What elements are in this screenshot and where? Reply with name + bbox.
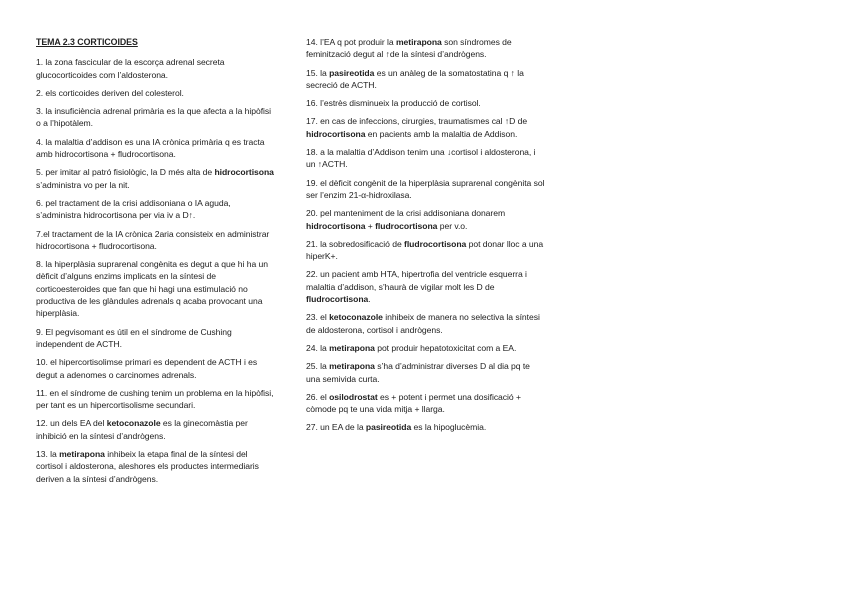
- text-run: 7.el tractament de la IA crònica 2aria consisteix en administrar hidrocortisona + fludrocortisona.: [36, 228, 270, 251]
- list-item: [36, 417, 276, 442]
- list-item: [306, 97, 546, 109]
- list-item: [306, 421, 546, 433]
- text-run: 13. la: [36, 449, 60, 460]
- text-run: 25. la: [306, 361, 330, 372]
- bold-term: hidrocortisona: [306, 220, 366, 231]
- list-item: [36, 258, 276, 319]
- text-run: 1. la zona fascicular de la escorça adrenal secreta glucocorticoides com l’aldosterona.: [36, 57, 225, 80]
- text-run: 14. l’EA q pot produir la: [306, 37, 396, 47]
- text-run: pot donar lloc a una hiperK+.: [306, 238, 544, 262]
- text-run: inhibeix la etapa final de la síntesi del cortisol i aldosterona, aleshores els productes intermediaris deriven a la síntesi d’andrògens.: [36, 449, 259, 484]
- text-run: 17. en cas de infeccions, cirurgies, traumatismes cal ↑D de: [306, 116, 528, 127]
- text-run: +: [365, 220, 376, 231]
- text-run: 6. pel tractament de la crisi addisoniana o IA aguda, s’administra hidrocortisona per via iv a D↑.: [36, 197, 231, 221]
- text-run: 8. la hiperplàsia suprarenal congènita es degut a que hi ha un dèficit d’alguns enzims implicats en la síntesi de corticoesteroides que fan que hi hagi una estimulació no productiva de les glàndules adrenals q acaba provocant una hiperplàsia.: [36, 259, 268, 319]
- list-item: [306, 360, 546, 385]
- text-run: 27. un EA de la: [306, 422, 366, 433]
- bold-term: osilodrostat: [329, 391, 378, 402]
- text-run: 11. en el síndrome de cushing tenim un problema en la hipòfisi, per tant es un hipercortisolisme secundari.: [36, 387, 274, 411]
- bold-term: pasireotida: [329, 67, 375, 78]
- left-items-list: [36, 56, 276, 485]
- text-run: 23. el: [306, 312, 330, 323]
- list-item: [36, 448, 276, 485]
- text-run: 9. El pegvisomant es útil en el síndrome de Cushing independent de ACTH.: [36, 326, 232, 349]
- right-items-list: [306, 36, 546, 434]
- list-item: [36, 197, 276, 222]
- text-run: 3. la insuficiència adrenal primària es la que afecta a la hipòfisi o a l’hipotàlem.: [36, 106, 272, 129]
- text-run: 12. un dels EA del: [36, 418, 107, 429]
- list-item: [306, 67, 546, 92]
- bold-term: ketoconazole: [329, 312, 383, 323]
- list-item: [36, 105, 276, 130]
- list-item: [36, 87, 276, 99]
- text-run: 19. el dèficit congènit de la hiperplàsia suprarenal congènita sol ser l’enzim 21-α-hidroxilasa.: [306, 177, 545, 200]
- bold-term: metirapona: [395, 37, 442, 47]
- right-column: [306, 36, 546, 440]
- list-item: [306, 207, 546, 232]
- list-item: [306, 146, 546, 171]
- list-item: [306, 342, 546, 354]
- list-item: [36, 387, 276, 412]
- text-run: s’administra vo per la nit.: [36, 179, 130, 190]
- text-run: 22. un pacient amb HTA, hipertrofia del ventricle esquerra i malaltia d’addison, s’haurà de vigilar molt les D de: [306, 269, 527, 292]
- bold-term: metirapona: [59, 449, 105, 460]
- document-title: TEMA 2.3 CORTICOIDES: [36, 37, 138, 47]
- list-item: [36, 166, 276, 191]
- text-run: 26. el: [306, 391, 330, 402]
- text-run: 20. pel manteniment de la crisi addisoniana donarem: [306, 208, 506, 219]
- bold-term: fludrocortisona: [375, 220, 438, 231]
- text-run: es la ginecomàstia per inhibició en la síntesi d’andrògens.: [36, 418, 248, 441]
- list-item: [306, 391, 546, 416]
- list-item: [306, 115, 546, 140]
- bold-term: metirapona: [329, 361, 375, 372]
- text-run: per v.o.: [437, 220, 468, 231]
- text-run: 5. per imitar al patró fisiològic, la D més alta de: [36, 167, 215, 178]
- bold-term: fludrocortisona: [404, 238, 467, 249]
- text-run: 2. els corticoides deriven del colesterol.: [36, 87, 184, 98]
- text-run: 15. la: [306, 67, 330, 78]
- text-run: es + potent i permet una dosificació + còmode pq te una vida mitja + llarga.: [306, 391, 521, 415]
- list-item: [36, 356, 276, 381]
- text-run: 24. la: [306, 342, 330, 353]
- text-run: s’ha d’administrar diverses D al dia pq te una semivida curta.: [306, 361, 530, 384]
- text-run: en pacients amb la malaltia de Addison.: [365, 128, 518, 139]
- bold-term: fludrocortisona: [306, 294, 369, 305]
- list-item: [306, 177, 546, 202]
- list-item: [306, 311, 546, 336]
- list-item: [36, 56, 276, 81]
- text-run: 4. la malaltia d’addison es una IA crònica primària q es tracta amb hidrocortisona + fludrocortisona.: [36, 136, 265, 160]
- text-run: pot produir hepatotoxicitat com a EA.: [374, 342, 517, 353]
- list-item: [36, 326, 276, 351]
- bold-term: ketoconazole: [106, 418, 161, 429]
- text-run: 18. a la malaltia d’Addison tenim una ↓cortisol i aldosterona, i un ↑ACTH.: [306, 147, 536, 170]
- bold-term: metirapona: [329, 342, 375, 353]
- list-item: [36, 136, 276, 161]
- bold-term: hidrocortisona: [306, 128, 366, 139]
- text-run: 10. el hipercortisolimse primari es dependent de ACTH i es degut a adenomes o carcinomes adrenals.: [36, 357, 258, 380]
- left-column: [36, 36, 276, 491]
- text-run: inhibeix de manera no selectiva la síntesi de aldosterona, cortisol i andrògens.: [306, 312, 540, 335]
- text-run: son síndromes de feminització degut al ↑de la síntesi d’andrògens.: [306, 37, 512, 60]
- text-run: es la hipoglucèmia.: [411, 422, 487, 433]
- text-run: .: [368, 294, 371, 305]
- text-run: es un anàleg de la somatostatina q ↑ la secreció de ACTH.: [306, 67, 524, 90]
- list-item: [306, 36, 546, 61]
- bold-term: pasireotida: [365, 422, 412, 433]
- bold-term: hidrocortisona: [214, 167, 274, 178]
- list-item: [306, 238, 546, 263]
- list-item: [306, 268, 546, 305]
- text-run: 21. la sobredosificació de: [306, 238, 405, 249]
- text-run: 16. l’estrès disminueix la producció de cortisol.: [306, 98, 481, 109]
- list-item: [36, 228, 276, 253]
